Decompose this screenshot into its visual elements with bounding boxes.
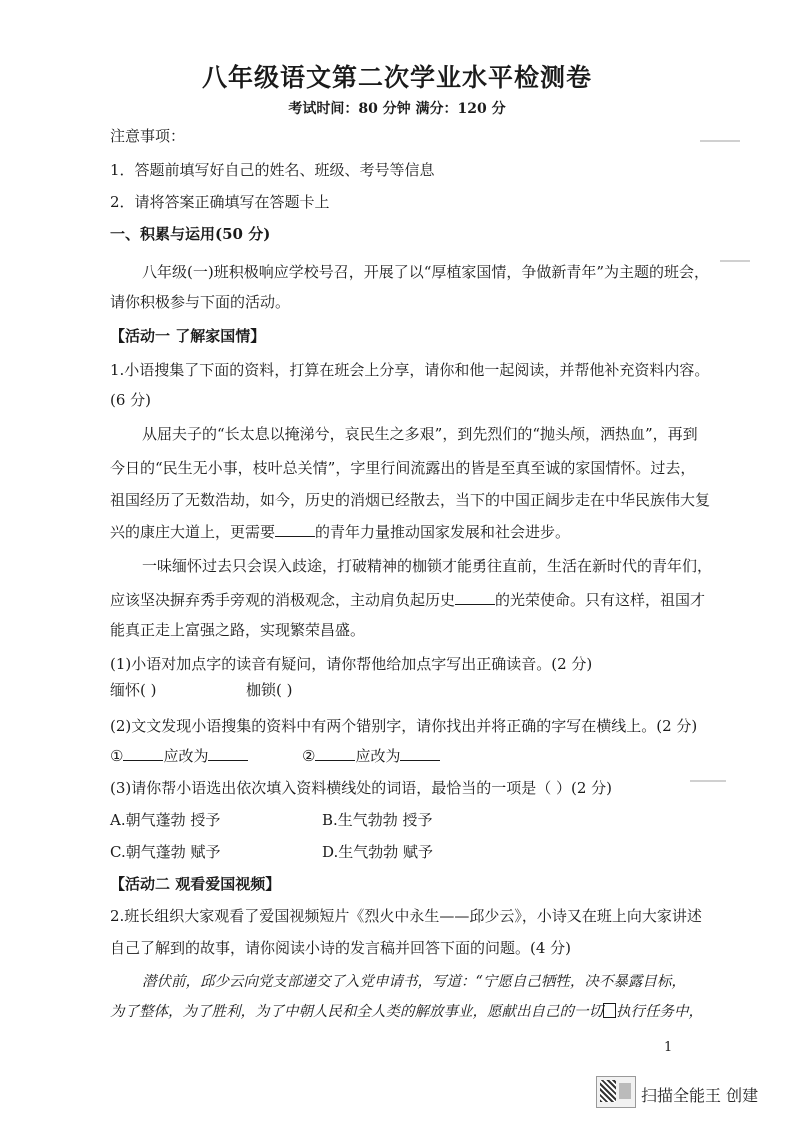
speech-line-2-b: 执行任务中， (616, 1004, 703, 1020)
scanner-watermark-text: 扫描全能王 创建 (641, 1086, 759, 1105)
fill-blank-2 (455, 590, 495, 605)
fill-blank-1 (275, 522, 315, 537)
intro-line-1: 八年级(一)班积极响应学校号召，开展了以“厚植家国情，争做新青年”为主题的班会， (142, 263, 710, 281)
section1-heading: 一、积累与运用(50 分) (110, 225, 271, 243)
passage2-line-2-b: 的光荣使命。只有这样，祖国才 (495, 591, 706, 609)
qr-code-icon (600, 1080, 616, 1102)
option-a: A.朝气蓬勃 授予 (110, 811, 221, 829)
option-d: D.生气勃勃 赋予 (322, 843, 434, 861)
passage2-line-3: 能真正走上富强之路，实现繁荣昌盛。 (110, 621, 366, 639)
passage2-line-1: 一味缅怀过去只会误入歧途，打破精神的枷锁才能勇往直前，生活在新时代的青年们， (142, 557, 713, 575)
q1-line-2: (6 分) (110, 391, 152, 409)
passage1-line-4 (110, 522, 570, 542)
activity2-heading: 【活动二 观看爱国视频】 (110, 875, 281, 893)
unclear-character-box (603, 1003, 616, 1018)
scan-speck (720, 260, 750, 262)
subq2-blank-2a (315, 746, 355, 761)
speech-line-2-a: 为了整体，为了胜利，为了中朝人民和全人类的解放事业，愿献出自己的一切 (110, 1004, 603, 1020)
scan-speck (690, 780, 726, 782)
subq2-answer-1 (110, 746, 248, 766)
scan-speck (700, 140, 740, 142)
exam-subtitle: 考试时间：80 分钟 满分：120 分 (288, 101, 506, 117)
passage1-line-3: 祖国经历了无数浩劫，如今，历史的消烟已经散去，当下的中国正阔步走在中华民族伟大复 (110, 491, 711, 509)
passage1-line-1: 从屈夫子的“长太息以掩涕兮，哀民生之多艰”，到先烈们的“抛头颅，洒热血”，再到 (142, 425, 698, 443)
speech-line-2 (110, 1002, 703, 1022)
option-b: B.生气勃勃 授予 (322, 811, 433, 829)
subq1-answer-b: 枷锁( ) (246, 681, 293, 699)
q2-line-2: 自己了解到的故事，请你阅读小诗的发言稿并回答下面的问题。(4 分) (110, 939, 572, 957)
subq1-prompt: (1)小语对加点字的读音有疑问，请你帮他给加点字写出正确读音。(2 分) (110, 655, 593, 673)
subq2-blank-2b (400, 746, 440, 761)
app-badge-icon (619, 1083, 631, 1099)
subq2-change-to-1: 应改为 (163, 747, 209, 765)
subq2-change-to-2: 应改为 (355, 747, 401, 765)
subq2-mark-1: ① (110, 747, 124, 765)
intro-line-2: 请你积极参与下面的活动。 (110, 293, 291, 311)
activity1-heading: 【活动一 了解家国情】 (110, 327, 266, 345)
subq2-mark-2: ② (302, 747, 316, 765)
scanner-qr-logo-icon (596, 1076, 636, 1108)
q1-line-1: 1.小语搜集了下面的资料，打算在班会上分享，请你和他一起阅读，并帮他补充资料内容。 (110, 361, 710, 379)
notes-heading: 注意事项： (110, 127, 186, 145)
passage2-line-2-a: 应该坚决摒弃秀手旁观的消极观念，主动肩负起历史 (110, 591, 456, 609)
page-number: 1 (664, 1040, 673, 1055)
notes-item-2: 2．请将答案正确填写在答题卡上 (110, 193, 330, 211)
subq1-answer-a: 缅怀( ) (110, 681, 157, 699)
speech-line-1: 潜伏前，邱少云向党支部递交了入党申请书，写道：“宁愿自己牺牲，决不暴露目标， (142, 974, 686, 990)
option-c: C.朝气蓬勃 赋予 (110, 843, 221, 861)
q2-line-1: 2.班长组织大家观看了爱国视频短片《烈火中永生——邱少云》，小诗又在班上向大家讲述 (110, 907, 702, 925)
passage2-line-2 (110, 590, 705, 610)
subq3-prompt: (3)请你帮小语选出依次填入资料横线处的词语，最恰当的一项是（ ）(2 分) (110, 779, 613, 797)
subq2-answer-2 (302, 746, 440, 766)
passage1-line-2: 今日的“民生无小事，枝叶总关情”，字里行间流露出的皆是至真至诚的家国情怀。过去， (110, 459, 696, 477)
passage1-line-4-a: 兴的康庄大道上，更需要 (110, 523, 276, 541)
subq2-blank-1b (208, 746, 248, 761)
passage1-line-4-b: 的青年力量推动国家发展和社会进步。 (315, 523, 571, 541)
notes-item-1: 1．答题前填写好自己的姓名、班级、考号等信息 (110, 161, 435, 179)
subq2-prompt: (2)文文发现小语搜集的资料中有两个错别字，请你找出并将正确的字写在横线上。(2 分) (110, 717, 698, 735)
exam-title: 八年级语文第二次学业水平检测卷 (201, 63, 592, 92)
subq2-blank-1a (123, 746, 163, 761)
